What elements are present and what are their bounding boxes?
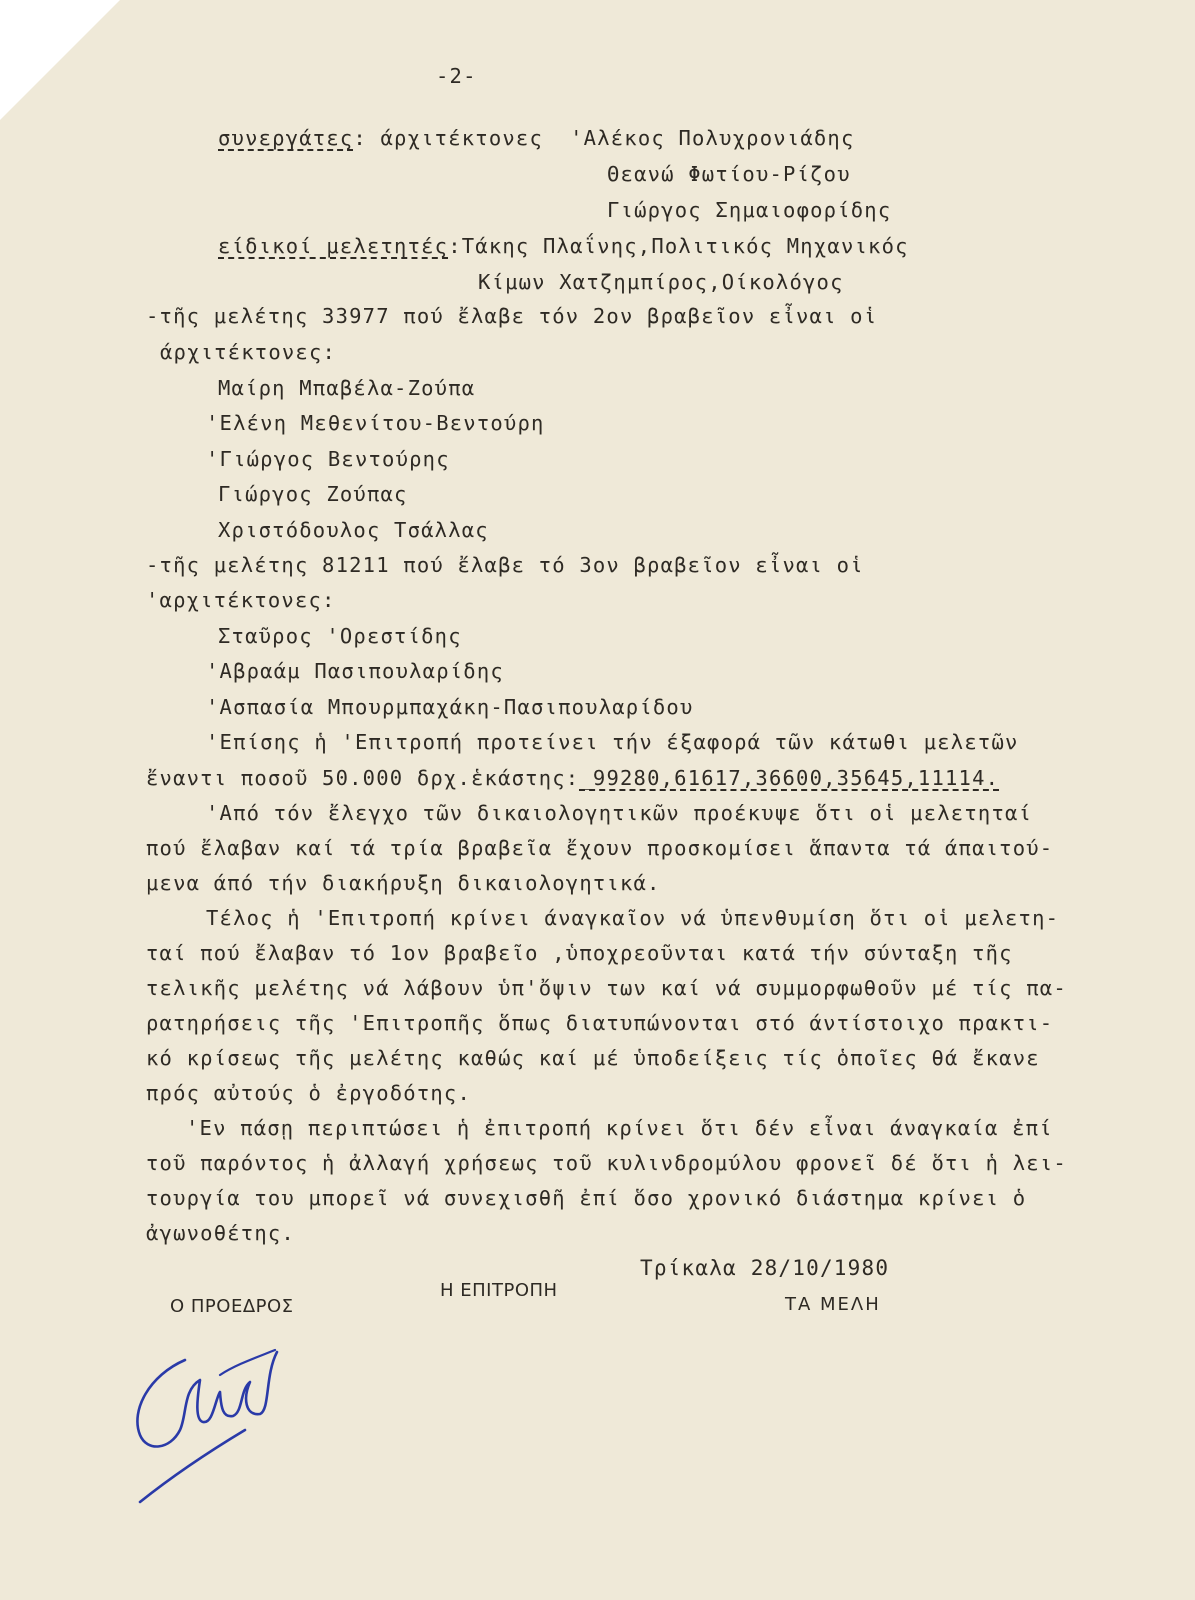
documents-line-1: 'Από τόν ἔλεγχο τῶν δικαιολογητικῶν προέκυψε ὅτι οἱ μελετηταί	[206, 801, 1033, 825]
final-line: 'Εν πάσῃ περιπτώσει ἡ ἐπιτροπή κρίνει ὅτι δέν εἶναι άναγκαία ἐπί	[186, 1116, 1053, 1140]
collaborators-line-1: συνεργάτες: άρχιτέκτονες 'Αλέκος Πολυχρονιάδης	[218, 126, 855, 150]
final-line: ἀγωνοθέτης.	[146, 1221, 295, 1245]
purchase-study-codes: _99280,61617,36600,35645,11114.	[579, 766, 1000, 790]
architect-name: Μαίρη Μπαβέλα-Ζούπα	[218, 376, 476, 400]
documents-line-2: πού ἔλαβαν καί τά τρία βραβεῖα ἔχουν προσκομίσει ἅπαντα τά άπαιτού-	[146, 836, 1054, 860]
committee-label: Η ΕΠΙΤΡΟΠΗ	[440, 1280, 558, 1301]
second-prize-intro: -τῆς μελέτης 33977 πού ἔλαβε τόν 2ον βραβεῖον εἶναι οἱ	[146, 304, 878, 328]
specialists-line-1: είδικοί μελετητές:Τάκης Πλαΐνης,Πολιτικός Μηχανικός	[218, 234, 909, 258]
page-number: -2-	[436, 64, 477, 88]
architect-name: 'Αβραάμ Πασιπουλαρίδης	[206, 659, 504, 683]
architect-name: 'Ασπασία Μπουρμπαχάκη-Πασιπουλαρίδου	[206, 695, 694, 719]
purchase-line-1: 'Επίσης ἡ 'Επιτροπή προτείνει τήν έξαφορά τῶν κάτωθι μελετῶν	[206, 730, 1019, 754]
architect-name: Σταῦρος 'Ορεστίδης	[218, 624, 462, 648]
collaborator-name: Γιώργος Σημαιοφορίδης	[607, 198, 892, 222]
torn-corner	[0, 0, 120, 120]
president-label: Ο ΠΡΟΕΔΡΟΣ	[170, 1296, 294, 1317]
final-line: τουργία του μπορεῖ νά συνεχισθῆ ἐπί ὅσο χρονικό διάστημα κρίνει ὁ	[146, 1186, 1027, 1210]
reminder-line: πρός αὐτούς ὁ ἐργοδότης.	[146, 1081, 472, 1105]
reminder-line: τελικῆς μελέτης νά λάβουν ὑπ'ὄψιν των καί νά συμμορφωθοῦν μέ τίς πα-	[146, 976, 1067, 1000]
reminder-line: ταί πού ἔλαβαν τό 1ον βραβεῖο ,ὑποχρεοῦνται κατά τήν σύνταξη τῆς	[146, 941, 1013, 965]
second-prize-architects-label: άρχιτέκτονες:	[160, 340, 337, 364]
collaborators-label: συνεργάτες	[218, 126, 354, 150]
third-prize-intro: -τῆς μελέτης 81211 πού ἔλαβε τό 3ον βραβεῖον εἶναι οἱ	[146, 553, 864, 577]
handwritten-signature	[125, 1320, 315, 1510]
collaborator-name: Θεανώ Φωτίου-Ρίζου	[607, 162, 851, 186]
place-date: Τρίκαλα 28/10/1980	[640, 1256, 890, 1280]
specialists-label: είδικοί μελετητές	[218, 234, 449, 258]
architect-name: 'Γιώργος Βεντούρης	[206, 447, 450, 471]
final-line: τοῦ παρόντος ἡ ἀλλαγή χρήσεως τοῦ κυλινδρομύλου φρονεῖ δέ ὅτι ἡ λει-	[146, 1151, 1067, 1175]
documents-line-3: μενα άπό τήν διακήρυξη δικαιολογητικά.	[146, 871, 661, 895]
purchase-line-2: ἔναντι ποσοῦ 50.000 δρχ.ἑκάστης:_99280,61617,36600,35645,11114.	[146, 766, 1000, 790]
members-label: ΤΑ ΜΕΛΗ	[785, 1294, 881, 1315]
specialist-entry: Κίμων Χατζημπίρος,Οίκολόγος	[478, 270, 844, 294]
architect-name: 'Ελένη Μεθενίτου-Βεντούρη	[206, 411, 545, 435]
reminder-line: ρατηρήσεις τῆς 'Επιτροπῆς ὅπως διατυπώνονται στό άντίστοιχο πρακτι-	[146, 1011, 1054, 1035]
reminder-line: Τέλος ἡ 'Επιτροπή κρίνει άναγκαῖον νά ὑπενθυμίση ὅτι οἱ μελετη-	[206, 906, 1060, 930]
architect-name: Γιώργος Ζούπας	[218, 482, 408, 506]
third-prize-architects-label: 'αρχιτέκτονες:	[146, 588, 336, 612]
reminder-line: κό κρίσεως τῆς μελέτης καθώς καί μέ ὑποδείξεις τίς ὁποῖες θά ἔκανε	[146, 1046, 1040, 1070]
architect-name: Χριστόδουλος Τσάλλας	[218, 518, 489, 542]
